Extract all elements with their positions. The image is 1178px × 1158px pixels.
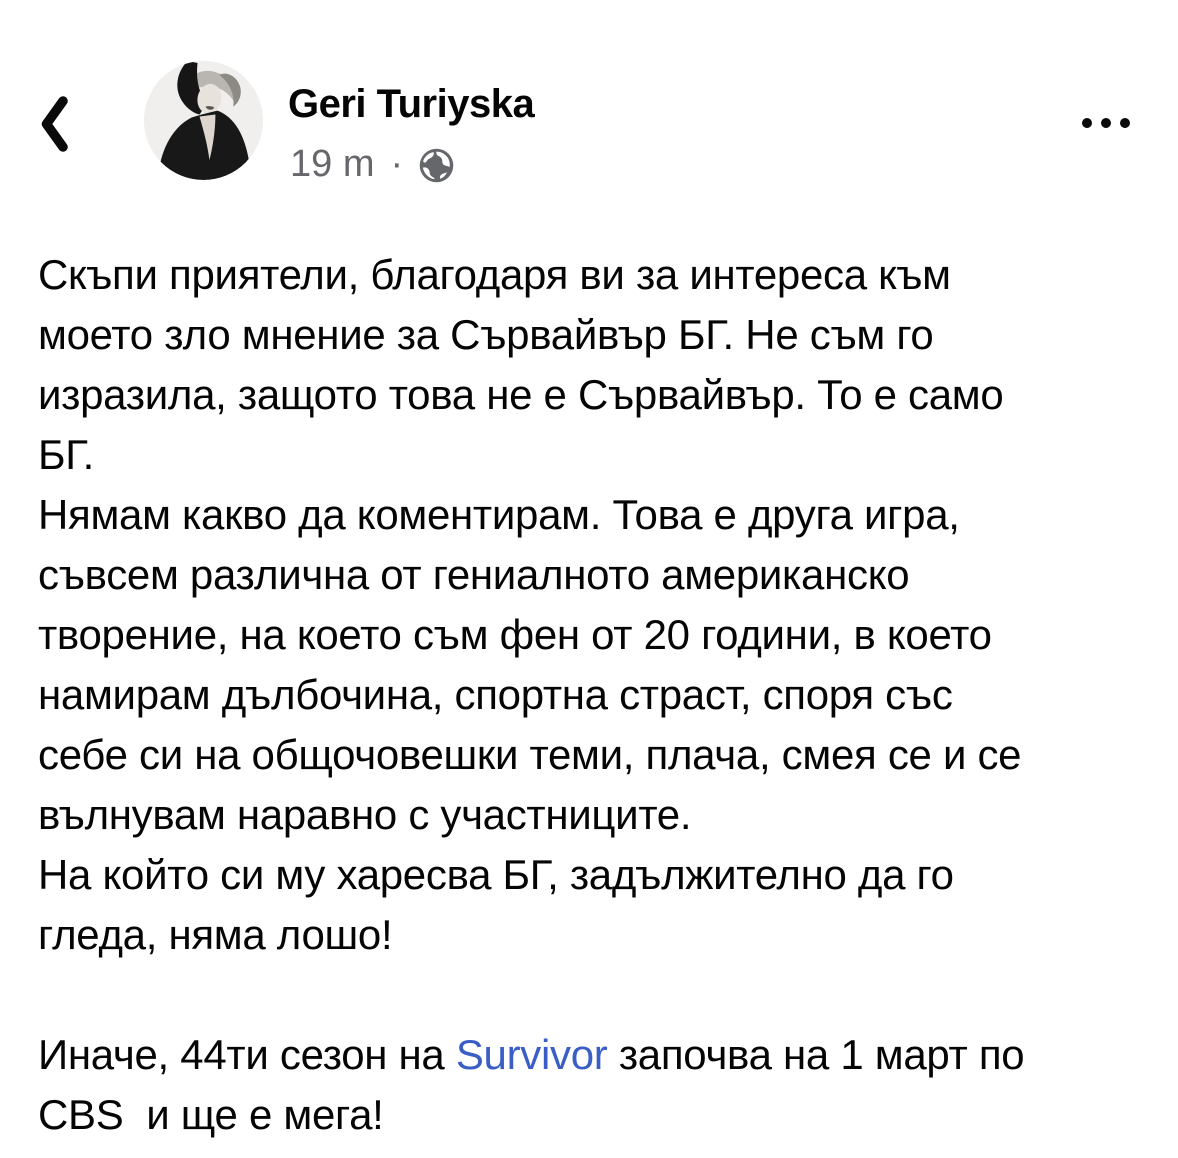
post-timestamp: 19 m	[290, 143, 375, 185]
ellipsis-horizontal-icon	[1082, 118, 1130, 128]
back-button[interactable]	[40, 90, 100, 160]
post-text-line: Скъпи приятели, благодаря ви за интереса към	[38, 251, 951, 298]
post-text-blank-line	[38, 965, 1158, 1025]
final-line-before-link: Иначе, 44ти сезон на	[38, 1031, 456, 1078]
profile-avatar[interactable]	[144, 61, 263, 180]
post-text-line: моето зло мнение за Сървайвър БГ. Не съм го	[38, 311, 934, 358]
post-text-line: себе си на общочовешки теми, плача, смея се и се	[38, 731, 1022, 778]
post-text-line: гледа, няма лошо!	[38, 911, 393, 958]
more-options-button[interactable]	[1070, 100, 1142, 146]
post-text-line-with-link	[38, 1025, 1158, 1085]
post-text-line: CBS и ще е мега!	[38, 1091, 384, 1138]
post-header	[0, 0, 1178, 210]
survivor-link[interactable]: Survivor	[455, 1031, 608, 1078]
post-text-line: БГ.	[38, 431, 94, 478]
globe-public-icon	[419, 148, 454, 183]
final-line-after-link: започва на 1 март по	[607, 1031, 1025, 1078]
chevron-left-icon	[40, 96, 68, 155]
post-text-line: намирам дълбочина, спортна страст, споря със	[38, 671, 953, 718]
post-text-line: На който си му харесва БГ, задължително да го	[38, 851, 954, 898]
post-text-line: Нямам какво да коментирам. Това е друга игра,	[38, 491, 960, 538]
post-text-line: изразила, защото това не е Сървайвър. То е само	[38, 371, 1004, 418]
author-name[interactable]: Geri Turiyska	[288, 82, 535, 126]
post-meta	[290, 141, 454, 187]
avatar-photo-icon	[144, 61, 263, 180]
post-text-line: творение, на което съм фен от 20 години, в което	[38, 611, 992, 658]
post-text-line: съвсем различна от гениалното американско	[38, 551, 910, 598]
meta-separator-dot: ·	[390, 143, 404, 185]
post-text-line: вълнувам наравно с участниците.	[38, 791, 692, 838]
post-body-text	[38, 245, 1158, 1145]
